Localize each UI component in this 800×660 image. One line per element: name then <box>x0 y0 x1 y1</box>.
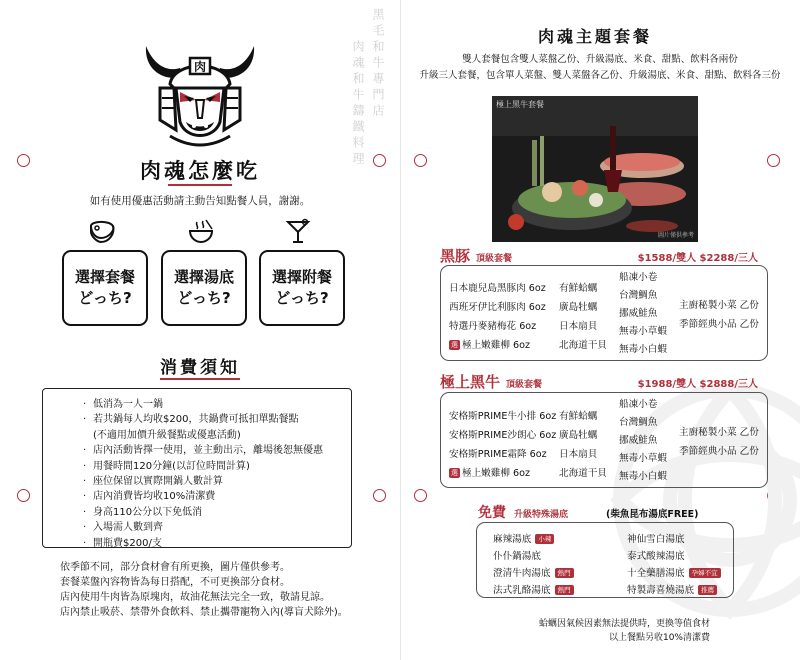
meat-item: 安格斯PRIME牛小排 6oz <box>449 411 557 422</box>
vertical-tagline-2: 肉魂和牛鑄鐵料理 <box>351 40 365 168</box>
meat-list <box>449 279 546 355</box>
meat-item: 安格斯PRIME霜降 6oz <box>449 449 547 460</box>
themed-sets-title: 肉魂主題套餐 <box>537 27 652 46</box>
package-price: $1588/雙人 $2288/三人 <box>637 253 758 264</box>
soup-item: 泰式酸辣湯底 <box>627 551 685 562</box>
soup-item: 澄清牛肉湯底 熱門 <box>493 565 574 579</box>
meat-item: 日本鹿兒島黑豚肉 6oz <box>449 283 546 294</box>
choose-package-card[interactable] <box>62 250 148 326</box>
free-tag-detail: (柴魚昆布湯底FREE) <box>606 509 699 520</box>
rule-item: · 若共鍋每人均收$200，共鍋費可抵扣單點餐點 <box>83 414 299 426</box>
extra-item: 無毒小白蝦 <box>619 471 667 482</box>
choose-side-label: 選擇附餐 <box>271 268 332 286</box>
sides-list <box>679 423 759 461</box>
footnote-line: 套餐菜盤內容物皆為每日搭配，不可更換部分食材。 <box>60 577 290 588</box>
photo-caption: 極上黑牛套餐 <box>496 100 544 109</box>
extra-item: 無毒小草蝦 <box>619 453 667 464</box>
rule-item: · 店內消費皆均收10%清潔費 <box>83 491 216 503</box>
free-label: 免費 <box>478 505 506 521</box>
seafood-item: 北海道干貝 <box>559 340 607 351</box>
choose-package-sub: どっち? <box>78 289 132 307</box>
package-tag: 頂級套餐 <box>476 254 513 264</box>
service-charge-note: 以上餐點另收10%清潔費 <box>608 633 710 643</box>
logo-lettering: 肉 <box>193 60 207 74</box>
punch-hole-far-top <box>767 154 780 167</box>
extra-item: 無毒小草蝦 <box>619 326 667 337</box>
extra-item: 台灣鯛魚 <box>619 290 658 301</box>
rule-item: · 座位保留以實際開鍋人數計算 <box>83 476 223 488</box>
footnote-line: 店內禁止吸菸、禁帶外食飲料、禁止攜帶寵物入內(導盲犬除外)。 <box>60 607 348 618</box>
side-item: 季節經典小品 乙份 <box>679 446 759 457</box>
hotpot-illustration <box>492 96 698 242</box>
punch-hole-left-bottom <box>17 489 30 502</box>
free-soup-header <box>478 502 738 522</box>
side-item: 主廚秘製小菜 乙份 <box>679 300 759 311</box>
soup-item: 神仙雪白湯底 <box>627 534 685 545</box>
extras-list <box>619 269 667 359</box>
hot-badge: 熱門 <box>555 585 574 595</box>
rules-title: 消費須知 <box>160 358 240 378</box>
bull-samurai-logo <box>140 26 260 150</box>
optional-badge: 選 <box>451 469 458 477</box>
seafood-list <box>559 407 607 483</box>
photo-credit: 圖片僅供參考 <box>657 232 694 239</box>
soup-bowl-icon <box>186 218 216 244</box>
hot-badge: 熱門 <box>555 568 574 578</box>
punch-hole-mid-bottom <box>373 489 386 502</box>
extra-item: 無毒小白蝦 <box>619 344 667 355</box>
brand-title: 肉魂怎麼吃 <box>140 158 260 183</box>
soup-item: 法式乳酪湯底 熱門 <box>493 582 574 596</box>
soup-item: 十全藥膳湯底 孕婦不宜 <box>627 565 721 579</box>
hotpot-photo <box>492 96 698 242</box>
seafood-item: 有鮮蛤蠣 <box>559 283 598 294</box>
page-fold-divider <box>400 0 401 660</box>
rules-underline <box>160 378 240 380</box>
package-header-premium-black-beef <box>440 372 758 394</box>
seafood-item: 有鮮蛤蠣 <box>559 411 598 422</box>
punch-hole-right-bottom <box>414 489 427 502</box>
punch-hole-left-top <box>17 154 30 167</box>
recommended-badge: 推薦 <box>698 585 717 595</box>
rule-item: · 開瓶費$200/支 <box>83 537 162 549</box>
package-box-premium-black-beef <box>440 392 768 488</box>
meat-item: 西班牙伊比利豚肉 6oz <box>449 302 546 313</box>
choose-broth-label: 選擇湯底 <box>173 268 234 286</box>
package-box-black-pork <box>440 265 768 361</box>
choose-side-sub: どっち? <box>275 289 329 307</box>
free-tag: 升級特殊湯底 <box>514 510 569 520</box>
soup-item: 特製壽喜燒湯底 推薦 <box>627 582 717 596</box>
rule-item: · 身高110公分以下免低消 <box>83 506 203 518</box>
seafood-item: 廣島牡蠣 <box>559 430 598 441</box>
extra-item: 挪威鮭魚 <box>619 435 658 446</box>
meat-item-optional: 選 極上嫩雞柳 6oz <box>451 468 531 479</box>
discount-notice: 如有使用優惠活動請主動告知點餐人員，謝謝。 <box>89 195 311 207</box>
choose-package-label: 選擇套餐 <box>74 268 135 286</box>
extra-item: 台灣鯛魚 <box>619 417 658 428</box>
choose-broth-sub: どっち? <box>177 289 231 307</box>
footnote-line: 店內使用牛肉皆為原塊肉，故油花無法完全一致，敬請見諒。 <box>60 592 330 603</box>
extras-list <box>619 396 667 486</box>
rule-item: · 低消為一人一鍋 <box>83 399 163 410</box>
steak-icon <box>87 218 117 244</box>
spicy-badge: 小辣 <box>535 534 554 544</box>
punch-hole-mid-top <box>373 154 386 167</box>
choose-broth-card[interactable] <box>161 250 247 326</box>
rule-item: · 入場需人數到齊 <box>83 522 163 534</box>
meat-item-optional: 選 極上嫩雞柳 6oz <box>451 340 531 351</box>
rule-item: · 用餐時間120分鐘(以訂位時間計算) <box>83 460 250 472</box>
seafood-item: 廣島牡蠣 <box>559 302 598 313</box>
rule-item: (不適用加價升級餐點或優惠活動) <box>93 429 241 441</box>
rules-box <box>42 388 352 548</box>
extra-item: 船凍小卷 <box>619 399 658 410</box>
meat-item: 特選丹麥豬梅花 6oz <box>449 321 537 332</box>
soup-item: 仆仆鍋湯底 <box>493 551 541 562</box>
meat-list <box>449 407 556 483</box>
footnotes <box>60 560 348 620</box>
set-description-1: 雙人套餐包含雙人菜盤乙份、升級湯底、米食、甜點、飲料各兩份 <box>462 54 738 65</box>
clam-substitution-note: 蛤蠣因氣候因素無法提供時，更換等值食材 <box>538 619 710 629</box>
meat-item: 安格斯PRIME沙朗心 6oz <box>449 430 557 441</box>
sides-list <box>679 296 759 334</box>
seafood-item: 日本扇貝 <box>559 321 598 332</box>
seafood-list <box>559 279 607 355</box>
footnote-line: 依季節不同，部分食材會有所更換，圖片僅供參考。 <box>60 562 290 573</box>
choose-side-card[interactable] <box>259 250 345 326</box>
vertical-tagline: 黑毛和牛專門店 <box>371 8 385 120</box>
soup-item: 麻辣湯底 小辣 <box>493 531 554 545</box>
rule-item: · 店內活動皆擇一使用，並主動出示，離場後恕無優惠 <box>83 445 323 457</box>
side-item: 主廚秘製小菜 乙份 <box>679 427 759 438</box>
set-description-2: 升級三人套餐，包含單人菜盤、雙人菜盤各乙份、升級湯底、米食、甜點、飲料各三份 <box>419 70 781 81</box>
package-name: 極上黑牛 <box>440 373 501 391</box>
optional-badge: 選 <box>451 341 458 349</box>
cocktail-icon <box>283 218 313 244</box>
soup-box <box>476 522 734 598</box>
extra-item: 船凍小卷 <box>619 272 658 283</box>
not-for-pregnant-badge: 孕婦不宜 <box>689 568 721 578</box>
package-name: 黑豚 <box>440 247 471 265</box>
seafood-item: 北海道干貝 <box>559 468 607 479</box>
package-price: $1988/雙人 $2888/三人 <box>637 379 758 390</box>
seafood-item: 日本扇貝 <box>559 449 598 460</box>
side-item: 季節經典小品 乙份 <box>679 319 759 330</box>
punch-hole-right-top <box>414 154 427 167</box>
brand-underline <box>168 184 232 186</box>
extra-item: 挪威鮭魚 <box>619 308 658 319</box>
package-tag: 頂級套餐 <box>506 380 543 390</box>
